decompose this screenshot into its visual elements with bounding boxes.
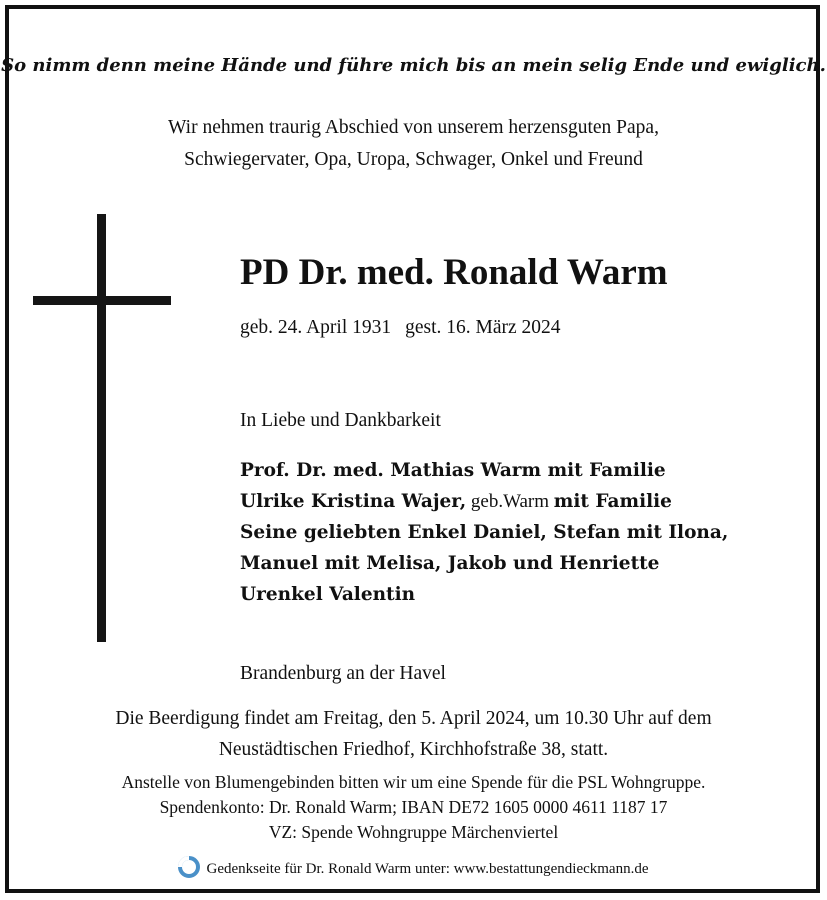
- cross-horizontal-bar: [33, 296, 171, 305]
- funeral-info: [0, 703, 827, 765]
- mourner-line-2-name: Ulrike Kristina Wajer,: [240, 491, 467, 512]
- mourner-line-2: [240, 486, 728, 517]
- mourners-heading: In Liebe und Dankbarkeit: [240, 410, 441, 431]
- donation-line-2: Spendenkonto: Dr. Ronald Warm; IBAN DE72 1605 0000 4611 1187 17: [159, 797, 668, 817]
- mourner-line-3: Seine geliebten Enkel Daniel, Stefan mit Ilona,: [240, 522, 729, 543]
- mourner-line-5: Urenkel Valentin: [240, 584, 416, 605]
- intro-text: [0, 112, 827, 176]
- mourner-line-2-maiden: geb.Warm: [466, 491, 554, 512]
- intro-line-1: Wir nehmen traurig Abschied von unserem herzensguten Papa,: [168, 117, 659, 138]
- death-date: gest. 16. März 2024: [405, 317, 561, 338]
- life-dates: [240, 317, 561, 339]
- funeral-line-1: Die Beerdigung findet am Freitag, den 5. April 2024, um 10.30 Uhr auf dem: [115, 708, 712, 729]
- mourner-line-2-family: mit Familie: [553, 491, 672, 512]
- donation-line-1: Anstelle von Blumengebinden bitten wir um eine Spende für die PSL Wohngruppe.: [121, 772, 706, 792]
- donation-info: [0, 770, 827, 845]
- mourner-line-1: Prof. Dr. med. Mathias Warm mit Familie: [240, 460, 666, 481]
- memorial-logo-icon: [178, 856, 200, 883]
- mourner-line-4: Manuel mit Melisa, Jakob und Henriette: [240, 553, 660, 574]
- deceased-name: PD Dr. med. Ronald Warm: [240, 252, 668, 293]
- place: Brandenburg an der Havel: [240, 663, 446, 684]
- funeral-line-2: Neustädtischen Friedhof, Kirchhofstraße 38, statt.: [218, 739, 609, 760]
- cross-vertical-bar: [97, 214, 106, 642]
- memorial-footer: [0, 856, 827, 883]
- memorial-link[interactable]: Gedenkseite für Dr. Ronald Warm unter: www.bestattungendieckmann.de: [206, 861, 649, 877]
- motto-verse: So nimm denn meine Hände und führe mich bis an mein selig Ende und ewiglich.: [1, 55, 826, 76]
- donation-line-3: VZ: Spende Wohngruppe Märchenviertel: [268, 822, 559, 842]
- intro-line-2: Schwiegervater, Opa, Uropa, Schwager, Onkel und Freund: [184, 149, 643, 170]
- birth-date: geb. 24. April 1931: [240, 317, 392, 338]
- mourners-list: [240, 455, 728, 610]
